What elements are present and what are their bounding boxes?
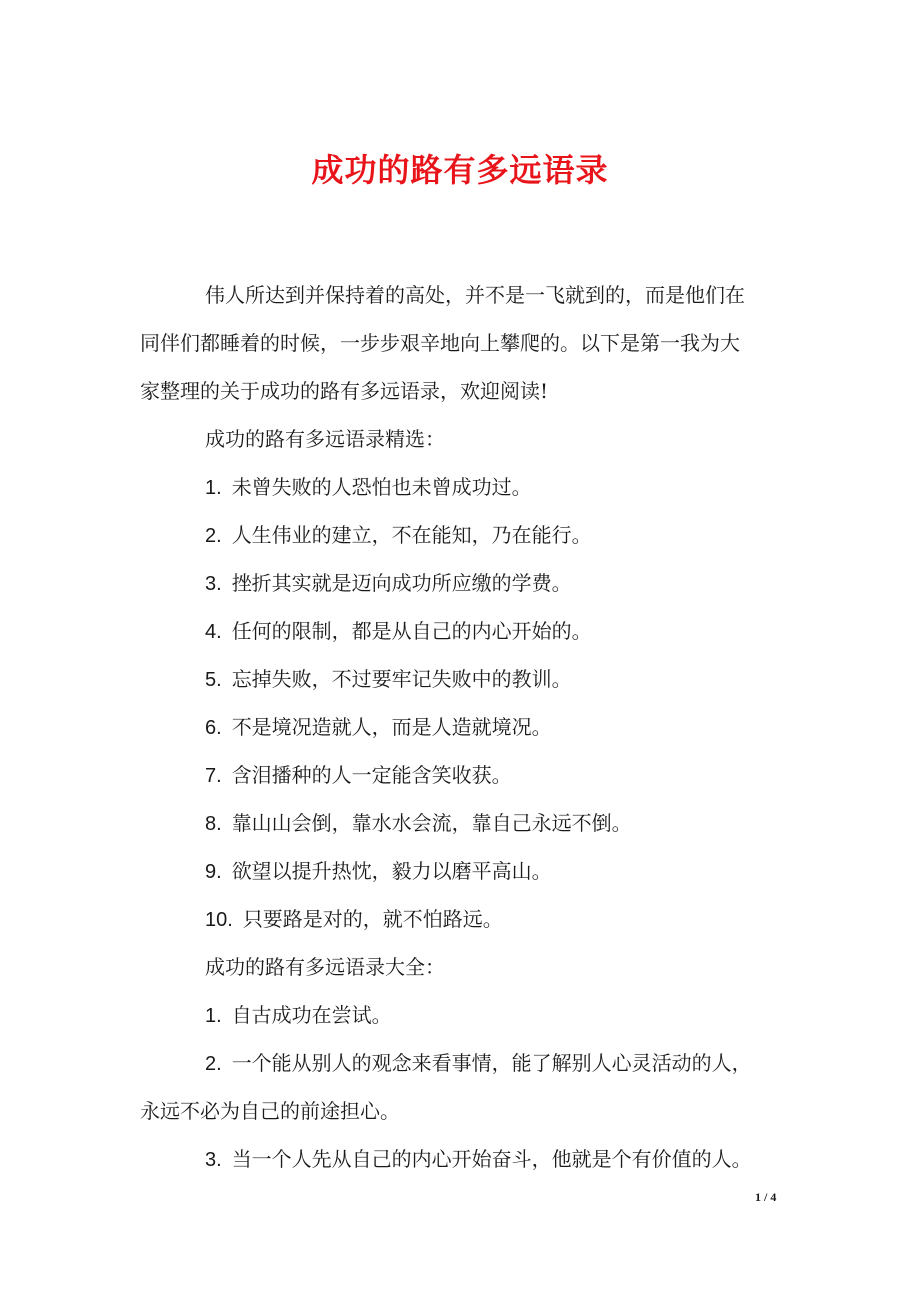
list-item-text: 含泪播种的人一定能含笑收获。 (231, 763, 512, 787)
list-item (205, 1001, 392, 1030)
document-title: 成功的路有多远语录 (311, 151, 609, 189)
list-item-text: 只要路是对的，就不怕路远。 (242, 907, 503, 931)
list-item-number: 3. (205, 1149, 222, 1171)
list-item-text: 忘掉失败，不过要牢记失败中的教训。 (231, 667, 572, 691)
list-item-text: 当一个人先从自己的内心开始奋斗，他就是个有价值的人。 (231, 1147, 752, 1171)
list-item-text: 任何的限制，都是从自己的内心开始的。 (231, 619, 592, 643)
list-item (205, 1049, 752, 1078)
list-item-number: 2. (205, 1053, 222, 1075)
list-item-text: 一个能从别人的观念来看事情，能了解别人心灵活动的人， (231, 1051, 752, 1075)
list-item (205, 713, 552, 742)
list-item-text: 不是境况造就人，而是人造就境况。 (231, 715, 552, 739)
list-item-number: 8. (205, 813, 222, 835)
list-item (205, 857, 552, 886)
list-item (205, 1145, 752, 1174)
list-item-continuation: 永远不必为自己的前途担心。 (140, 1099, 400, 1123)
page-number: 1 / 4 (755, 1190, 777, 1204)
list-item-text: 欲望以提升热忱，毅力以磨平高山。 (231, 859, 552, 883)
intro-line-2: 同伴们都睡着的时候，一步步艰辛地向上攀爬的。以下是第一我为大 (140, 331, 740, 355)
list-item (205, 521, 592, 550)
list-item (205, 665, 572, 694)
list-item (205, 569, 572, 598)
list-item-number: 1. (205, 477, 222, 499)
list-item-number: 10. (205, 909, 233, 931)
list-item-number: 6. (205, 717, 222, 739)
list-item (205, 905, 503, 934)
list-item-number: 3. (205, 573, 222, 595)
list-item (205, 761, 512, 790)
list-item-number: 9. (205, 861, 222, 883)
list-item-text: 挫折其实就是迈向成功所应缴的学费。 (231, 571, 572, 595)
section-heading-complete: 成功的路有多远语录大全： (205, 955, 445, 979)
list-item (205, 617, 592, 646)
list-item-number: 1. (205, 1005, 222, 1027)
list-item-text: 人生伟业的建立，不在能知，乃在能行。 (231, 523, 592, 547)
list-item-text: 自古成功在尝试。 (231, 1003, 392, 1027)
list-item-number: 4. (205, 621, 222, 643)
list-item-number: 5. (205, 669, 222, 691)
list-item-number: 7. (205, 765, 222, 787)
list-item-text: 未曾失败的人恐怕也未曾成功过。 (231, 475, 532, 499)
intro-line-3: 家整理的关于成功的路有多远语录，欢迎阅读! (140, 379, 549, 403)
intro-line-1: 伟人所达到并保持着的高处，并不是一飞就到的，而是他们在 (205, 283, 745, 307)
list-item-number: 2. (205, 525, 222, 547)
list-item-text: 靠山山会倒，靠水水会流，靠自己永远不倒。 (231, 811, 632, 835)
list-item (205, 809, 632, 838)
list-item (205, 473, 532, 502)
section-heading-selected: 成功的路有多远语录精选： (205, 427, 445, 451)
